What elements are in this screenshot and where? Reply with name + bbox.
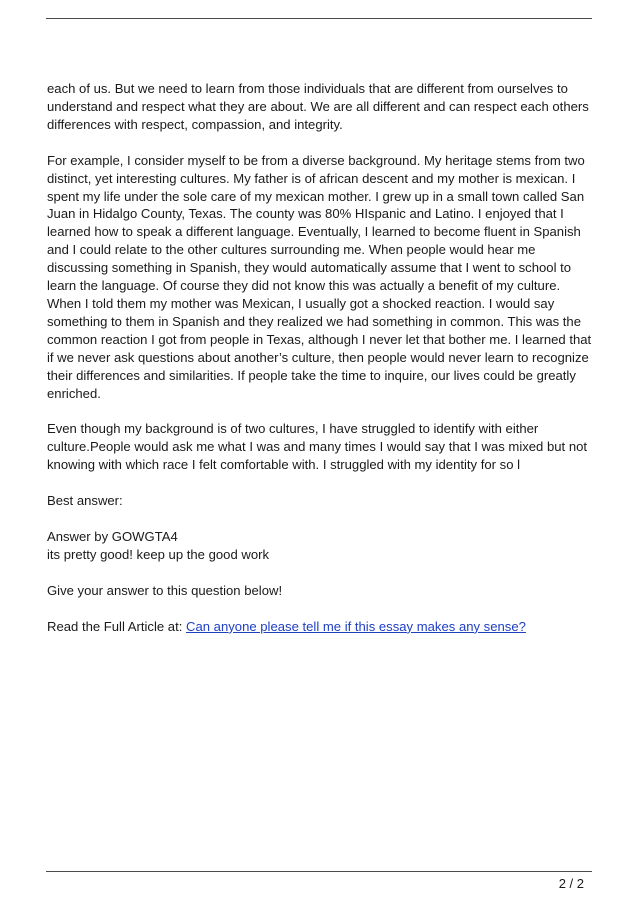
paragraph-identity: Even though my background is of two cultures, I have struggled to identify with either culture.People would ask me what I was and many times I would say that I was mixed but not knowing with which race I felt comfortable with. I struggled with my identity for so l bbox=[47, 421, 588, 473]
best-answer-heading: Best answer: bbox=[47, 493, 123, 509]
answer-text: its pretty good! keep up the good work bbox=[47, 546, 270, 562]
footer-rule bbox=[46, 871, 592, 872]
answer-block bbox=[47, 528, 595, 564]
header-rule bbox=[46, 18, 592, 19]
paragraph-background: For example, I consider myself to be from a diverse background. My heritage stems from two distinct, yet interesting cultures. My father is of african descent and my mother is mexican. I spent my life under the sole care of my mexican mother. I grew up in a small town called San Juan in Hidalgo County, Texas. The county was 80% HIspanic and Latino. I enjoyed that I learned how to speak a different language. Eventually, I learned to become fluent in Spanish and I could relate to the other cultures surrounding me. When people would hear me discussing something in Spanish, they would automatically assume that I went to school to learn the language. Of course they did not know this was actually a benefit of my culture. When I told them my mother was Mexican, I usually got a shocked reaction. I would say something to them in Spanish and they realized we had something in common. This was the common reaction I got from people in Texas, although I never let that bother me. I learned that if we never ask questions about another’s culture, then people would never learn to recognize their differences and similarities. If people take the time to inquire, our lives could be greatly enriched. bbox=[47, 152, 592, 401]
full-article-link[interactable]: Can anyone please tell me if this essay makes any sense? bbox=[186, 618, 526, 634]
answer-prompt: Give your answer to this question below! bbox=[47, 582, 283, 598]
read-more-line bbox=[47, 618, 595, 636]
paragraph-intro: each of us. But we need to learn from those individuals that are different from ourselves to understand and respect what they are about. We are all different and can respect each others differences with respect, compassion, and integrity. bbox=[47, 81, 589, 132]
read-more-prefix: Read the Full Article at: bbox=[47, 618, 187, 634]
answer-byline: Answer by GOWGTA4 bbox=[47, 529, 178, 545]
document-body bbox=[47, 80, 595, 654]
page-number: 2 / 2 bbox=[558, 876, 584, 891]
